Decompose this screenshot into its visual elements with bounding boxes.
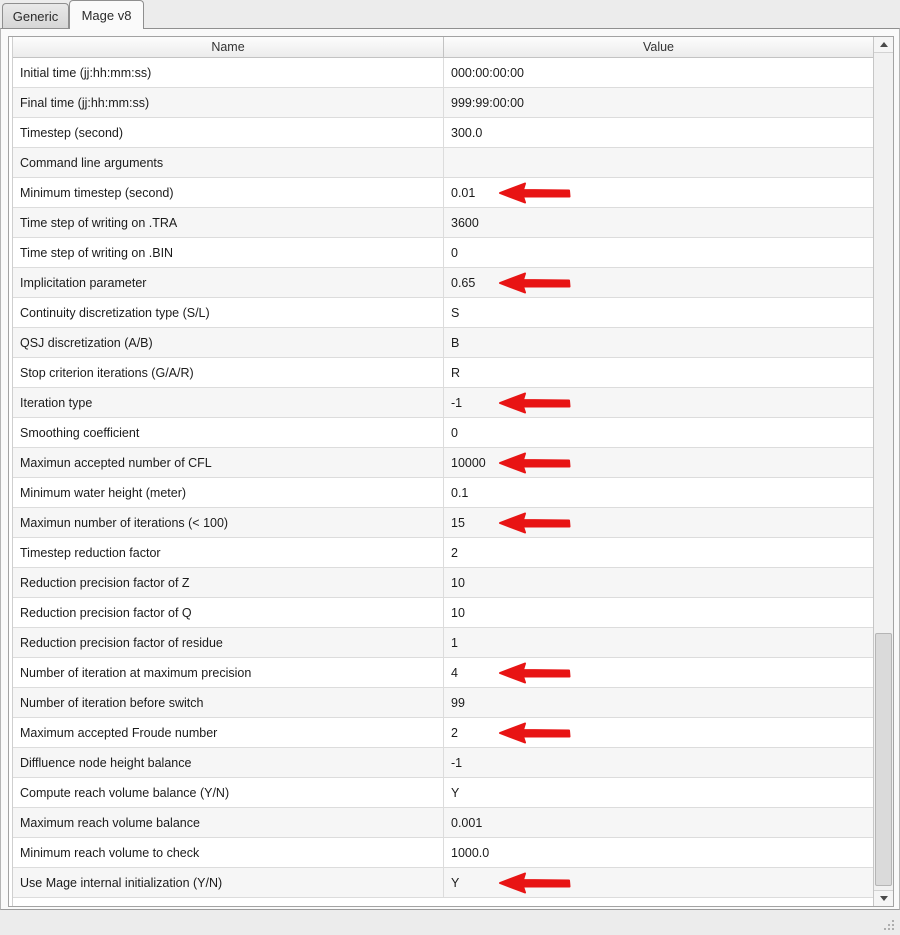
- row-name: Use Mage internal initialization (Y/N): [13, 868, 444, 897]
- row-value: 4: [451, 665, 458, 680]
- status-strip: [0, 910, 900, 935]
- row-name: Minimum reach volume to check: [13, 838, 444, 867]
- row-value: 000:00:00:00: [451, 65, 524, 80]
- table-row[interactable]: [13, 868, 873, 898]
- row-value: 0: [451, 245, 458, 260]
- resize-grip-icon[interactable]: [882, 918, 896, 932]
- row-name: Smoothing coefficient: [13, 418, 444, 447]
- row-value-cell[interactable]: [444, 718, 873, 747]
- row-value: S: [451, 305, 460, 320]
- row-name: Diffluence node height balance: [13, 748, 444, 777]
- row-value-cell[interactable]: [444, 58, 873, 87]
- row-value-cell[interactable]: [444, 148, 873, 177]
- row-value: -1: [451, 755, 463, 770]
- row-name: Maximun number of iterations (< 100): [13, 508, 444, 537]
- annotation-arrow-icon: [498, 452, 572, 474]
- table-row[interactable]: [13, 118, 873, 148]
- row-value-cell[interactable]: [444, 358, 873, 387]
- row-name: Implicitation parameter: [13, 268, 444, 297]
- row-value-cell[interactable]: [444, 298, 873, 327]
- table-header-row: [13, 37, 873, 58]
- row-value-cell[interactable]: [444, 88, 873, 117]
- row-value: 3600: [451, 215, 479, 230]
- table-row[interactable]: [13, 508, 873, 538]
- parameter-table: [12, 37, 873, 906]
- tab-mage-v8-label: Mage v8: [81, 7, 132, 23]
- row-value: 2: [451, 545, 458, 560]
- table-row[interactable]: [13, 628, 873, 658]
- row-value-cell[interactable]: [444, 448, 873, 477]
- row-value: 1000.0: [451, 845, 490, 860]
- scrollbar-thumb[interactable]: [875, 633, 892, 886]
- row-name: Maximum reach volume balance: [13, 808, 444, 837]
- annotation-arrow-icon: [498, 662, 572, 684]
- row-value-cell[interactable]: [444, 268, 873, 297]
- table-row[interactable]: [13, 388, 873, 418]
- row-value-cell[interactable]: [444, 418, 873, 447]
- table-row[interactable]: [13, 418, 873, 448]
- scroll-down-button[interactable]: [874, 890, 893, 906]
- table-row[interactable]: [13, 658, 873, 688]
- tab-bar: [0, 0, 900, 28]
- row-value-cell[interactable]: [444, 208, 873, 237]
- tab-mage-v8[interactable]: [69, 0, 144, 29]
- row-value: 300.0: [451, 125, 483, 140]
- row-name: Time step of writing on .TRA: [13, 208, 444, 237]
- row-name: Number of iteration before switch: [13, 688, 444, 717]
- row-value-cell[interactable]: [444, 178, 873, 207]
- table-row[interactable]: [13, 478, 873, 508]
- row-value-cell[interactable]: [444, 748, 873, 777]
- row-value: 99: [451, 695, 465, 710]
- table-row[interactable]: [13, 58, 873, 88]
- row-name: Final time (jj:hh:mm:ss): [13, 88, 444, 117]
- parameter-table-frame: [8, 36, 894, 907]
- row-value: 1: [451, 635, 458, 650]
- annotation-arrow-icon: [498, 512, 572, 534]
- table-row[interactable]: [13, 178, 873, 208]
- row-value-cell[interactable]: [444, 688, 873, 717]
- table-row[interactable]: [13, 298, 873, 328]
- table-row[interactable]: [13, 778, 873, 808]
- row-value-cell[interactable]: [444, 568, 873, 597]
- row-value-cell[interactable]: [444, 388, 873, 417]
- annotation-arrow-icon: [498, 722, 572, 744]
- notebook-page: [0, 28, 900, 910]
- table-row[interactable]: [13, 238, 873, 268]
- row-value-cell[interactable]: [444, 328, 873, 357]
- row-name: Command line arguments: [13, 148, 444, 177]
- scroll-up-arrow-icon: [880, 42, 888, 47]
- table-row[interactable]: [13, 358, 873, 388]
- table-row[interactable]: [13, 268, 873, 298]
- row-value-cell[interactable]: [444, 598, 873, 627]
- column-header-name[interactable]: Name: [13, 37, 444, 57]
- table-row[interactable]: [13, 148, 873, 178]
- row-value-cell[interactable]: [444, 658, 873, 687]
- row-value-cell[interactable]: [444, 838, 873, 867]
- table-row[interactable]: [13, 688, 873, 718]
- row-value-cell[interactable]: [444, 538, 873, 567]
- annotation-arrow-icon: [498, 182, 572, 204]
- table-row[interactable]: [13, 748, 873, 778]
- table-row[interactable]: [13, 88, 873, 118]
- row-value: 2: [451, 725, 458, 740]
- row-value: -1: [451, 395, 463, 410]
- row-name: Iteration type: [13, 388, 444, 417]
- row-value: 0.1: [451, 485, 469, 500]
- row-value: B: [451, 335, 460, 350]
- annotation-arrow-icon: [498, 392, 572, 414]
- table-row[interactable]: [13, 838, 873, 868]
- scroll-down-arrow-icon: [880, 896, 888, 901]
- row-value: R: [451, 365, 461, 380]
- tab-generic-label: Generic: [12, 8, 59, 24]
- row-value: 10000: [451, 455, 486, 470]
- table-rows: [13, 58, 873, 906]
- row-value: 0.65: [451, 275, 476, 290]
- row-name: Reduction precision factor of Z: [13, 568, 444, 597]
- row-value-cell[interactable]: [444, 508, 873, 537]
- row-name: QSJ discretization (A/B): [13, 328, 444, 357]
- row-name: Minimum timestep (second): [13, 178, 444, 207]
- column-header-value[interactable]: Value: [642, 40, 675, 54]
- row-name: Time step of writing on .BIN: [13, 238, 444, 267]
- table-row[interactable]: [13, 808, 873, 838]
- row-value-cell[interactable]: [444, 118, 873, 147]
- vertical-scrollbar[interactable]: [873, 37, 893, 906]
- table-row[interactable]: [13, 448, 873, 478]
- row-name: Stop criterion iterations (G/A/R): [13, 358, 444, 387]
- row-value: Y: [451, 875, 460, 890]
- row-value-cell[interactable]: [444, 478, 873, 507]
- row-value-cell[interactable]: [444, 868, 873, 897]
- tab-generic[interactable]: [2, 3, 69, 28]
- row-value: 10: [451, 575, 465, 590]
- row-value: 999:99:00:00: [451, 95, 524, 110]
- row-value-cell[interactable]: [444, 238, 873, 267]
- row-value: Y: [451, 785, 460, 800]
- row-name: Maximum accepted Froude number: [13, 718, 444, 747]
- table-row[interactable]: [13, 538, 873, 568]
- row-value: 0: [451, 425, 458, 440]
- row-value-cell[interactable]: [444, 778, 873, 807]
- row-name: Reduction precision factor of residue: [13, 628, 444, 657]
- table-row[interactable]: [13, 598, 873, 628]
- row-name: Reduction precision factor of Q: [13, 598, 444, 627]
- annotation-arrow-icon: [498, 272, 572, 294]
- table-row[interactable]: [13, 208, 873, 238]
- row-name: Maximun accepted number of CFL: [13, 448, 444, 477]
- row-name: Initial time (jj:hh:mm:ss): [13, 58, 444, 87]
- row-value-cell[interactable]: [444, 808, 873, 837]
- annotation-arrow-icon: [498, 872, 572, 894]
- table-row[interactable]: [13, 568, 873, 598]
- row-value: 0.001: [451, 815, 483, 830]
- table-row[interactable]: [13, 718, 873, 748]
- row-name: Number of iteration at maximum precision: [13, 658, 444, 687]
- row-name: Timestep reduction factor: [13, 538, 444, 567]
- row-name: Compute reach volume balance (Y/N): [13, 778, 444, 807]
- row-value: 15: [451, 515, 465, 530]
- row-value: 10: [451, 605, 465, 620]
- row-name: Minimum water height (meter): [13, 478, 444, 507]
- row-value-cell[interactable]: [444, 628, 873, 657]
- row-name: Timestep (second): [13, 118, 444, 147]
- row-value: 0.01: [451, 185, 476, 200]
- row-name: Continuity discretization type (S/L): [13, 298, 444, 327]
- table-row[interactable]: [13, 328, 873, 358]
- scroll-up-button[interactable]: [874, 37, 893, 53]
